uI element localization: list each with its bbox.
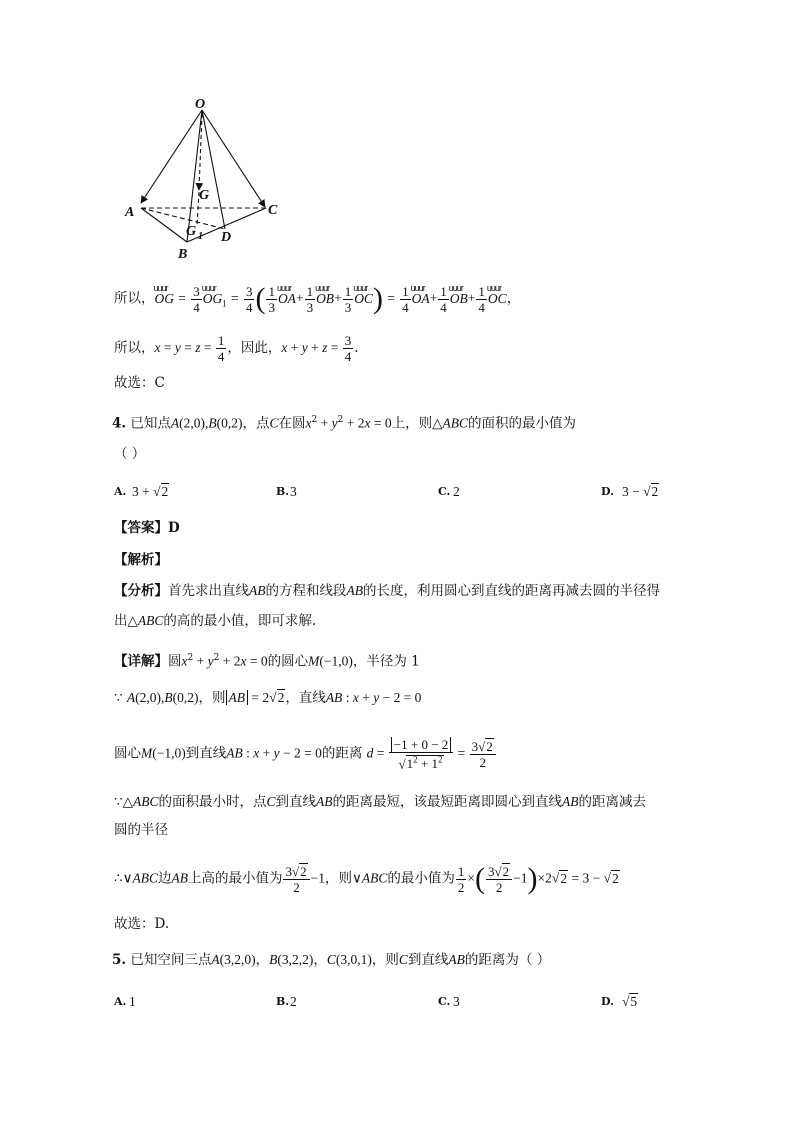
q4-option-c-label: C. xyxy=(438,485,451,498)
q4-option-d-label: D. xyxy=(601,485,614,498)
q4-detail-line4: ∵△ABC的面积最小时，点C到直线AB的距离最短，该最短距离即圆心到直线AB的距离减去 xyxy=(114,794,646,810)
q5-option-a-label: A. xyxy=(114,995,127,1008)
prev-answer: 故选：C xyxy=(114,375,165,391)
q5-stem: 5. 已知空间三点A(3,2,0)，B(3,2,2)，C(3,0,1)，则C到直线AB的距离为（ ） xyxy=(112,952,551,968)
vector-equation-line: 所以，uuur OG = $\frac{3}{4}$ uuur $OG_1$ = $\frac{3}{4}$ ( $\frac{1}{3}$ uuur OA+ $\frac{1}{3}$ uuur OB+ $\frac{1}{3}$ uuur OC) = $\frac{1}{4}$ uuur OA+ $\frac{1}{4}$ uuur OB+ $\frac{1}{4}$ uuur OC， xyxy=(114,284,520,314)
label-g: G xyxy=(199,188,210,203)
q4-stem: 4. 已知点A(2,0),B(0,2)，点C在圆$x^2 + y^2 + 2x = 0$上，则△ABC的面积的最小值为 xyxy=(112,415,577,432)
label-b: B xyxy=(178,247,188,262)
q5-option-b-value: 2 xyxy=(290,994,297,1009)
q4-detail-line6: ∴∨ABC边AB上高的最小值为 $\frac{3√2}{2}$ −1，则∨ABC的最小值为 $\frac{1}{2}$ ×( $\frac{3√2}{2}$ −1)×2√2 = 3 − √2 xyxy=(114,862,619,895)
q5-option-a-value: 1 xyxy=(129,994,136,1009)
q5-option-c-label: C. xyxy=(438,995,451,1008)
q5-option-b-label: B. xyxy=(276,995,290,1008)
tetrahedron-figure xyxy=(0,0,794,270)
q4-detail-line1: 【详解】圆$x^2 + y^2 + 2x = 0$的圆心M(−1,0)，半径为 1 xyxy=(114,653,420,670)
q4-option-b-value: 3 xyxy=(290,484,297,499)
q4-option-b-label: B. xyxy=(276,485,290,498)
q5-option-c-value: 3 xyxy=(453,994,460,1009)
q4-option-a-value: 3 + √2 xyxy=(132,484,169,499)
label-a: A xyxy=(125,205,135,220)
q4-paren: （ ） xyxy=(114,446,146,462)
edge-ab xyxy=(141,208,187,242)
q4-final: 故选：D. xyxy=(114,916,170,932)
q4-fenxi-line1: 【分析】首先求出直线AB的方程和线段AB的长度，利用圆心到直线的距离再减去圆的半径得 xyxy=(114,583,660,599)
q5-option-d-label: D. xyxy=(601,995,614,1008)
q4-answer: 【答案】D xyxy=(114,520,180,536)
q4-option-c-value: 2 xyxy=(453,484,460,499)
q4-detail-line2: ∵ A(2,0),B(0,2)，则 AB = 2√2，直线AB : x + y − 2 = 0 xyxy=(114,690,422,706)
xyz-line: 所以，x = y = z = $\frac{1}{4}$ ，因此，x + y + z = $\frac{3}{4}$ . xyxy=(114,333,359,364)
q5-option-d-value: √5 xyxy=(622,994,638,1009)
label-c: C xyxy=(268,203,278,218)
q4-option-d-value: 3 − √2 xyxy=(622,484,659,499)
label-d: D xyxy=(221,230,232,245)
q4-option-a-label: A. xyxy=(114,485,127,498)
label-g1: G xyxy=(186,224,197,239)
q4-fenxi-line2: 出△ABC的高的最小值，即可求解. xyxy=(114,613,317,629)
median-ad-dashed xyxy=(141,208,225,229)
q4-detail-line5: 圆的半径 xyxy=(114,822,168,838)
q4-detail-line3: 圆心M(−1,0)到直线AB : x + y − 2 = 0的距离 d = $\frac{-1 + 0 - 2}{√1^2 + 1^2}$ = $\frac{3√2}{2}$ xyxy=(114,738,497,770)
q4-analysis-tag: 【解析】 xyxy=(114,552,168,568)
label-g1-sub: 1 xyxy=(198,231,203,242)
label-o: O xyxy=(195,97,206,112)
